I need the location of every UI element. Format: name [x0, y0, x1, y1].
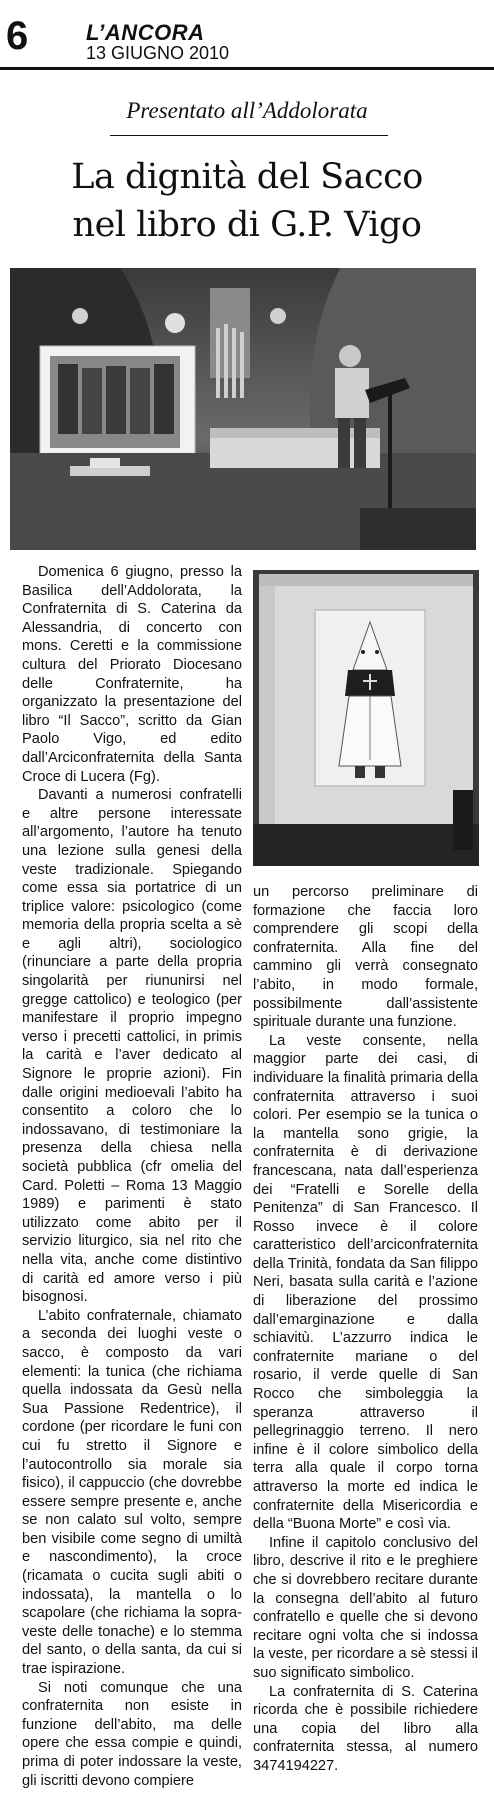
- kicker-underline: [110, 135, 388, 136]
- right-column: [253, 883, 478, 1776]
- article-kicker: Presentato all’Addolorata: [126, 98, 368, 123]
- habit-projection-photo: [253, 570, 479, 866]
- publication-title: L’ANCORA: [86, 20, 205, 45]
- page-header: [0, 0, 494, 70]
- paragraph: Si noti comunque che una confraternita non esiste in funzione dell’abito, ma delle opere che essa compie e quindi, prima di poter indossare la veste, gli iscritti devono compiere: [22, 1679, 242, 1789]
- paragraph: Davanti a numerosi confratelli e altre persone interessate all’argomento, l’autore ha tenuto una lezione sulla genesi della veste tradizionale. Spiegando come essa sia portatrice di un triplice valore: psicologico (come memoria della propria scelta a sè e agli altri), sociologico (rinunciare a parte della propria singolarità per riununirsi nel gregge cattolico) e teologico (per manifestare il proprio impegno verso i precetti cattolici, in primis la carità e l’aver dedicato al Signore le proprie azioni). Fin dalle origini medioevali l’abito ha consentito a coloro che lo indossavano, di testimoniare la presenza della chiesa nella società pubblica (cfr omelia del Card. Poletti – Roma 13 Maggio 1989) e parimenti è stato utilizzato come abito per il servizio liturgico, sia nel rito che nella vita, anche come distintivo di carità ed amore verso i più bisognosi.: [22, 787, 242, 1306]
- header-rule: [0, 67, 494, 70]
- paragraph: Domenica 6 giugno, presso la Basilica dell’Addolorata, la Confraternita di S. Caterina da Alessandria, di concerto con mons. Ceretti e la commissione cultura del Priorato Diocesano delle Confraternite, ha organizzato la presentazione del libro “Il Sacco”, scritto da Gian Paolo Vigo, ed edito dall’Arciconfraternita della Santa Croce di Lucera (Fg).: [22, 564, 242, 785]
- paragraph: La veste consente, nella maggior parte dei casi, di individuare la finalità primaria della confraternita attraverso i suoi colori. Per esempio se la tunica o la mantella sono grigie, la confraternita è di derivazione francescana, nata dall’esperienza dei “Fratelli e Sorelle della Penitenza” di San Francesco. Il Rosso invece è il colore caratteristico dell’arciconfraternita della Trinità, fondata da San filippo Neri, basata sulla carità e l’azione di liberazione del prossimo dall’emarginazione e dalla schiavitù. L’azzurro indica le confraternite mariane o del rosario, il verde quelle di San Rocco che simboleggia la speranza attraverso il pellegrinaggio terreno. Il nero infine è il colore simbolico della terra alla quale il corpo torna attraverso la morte ed indica le confraternite della Misericordia e della “Buona Morte” e così via.: [253, 1032, 478, 1533]
- left-column: [22, 563, 242, 1790]
- headline-line-1: La dignità del Sacco: [71, 157, 423, 197]
- paragraph: L’abito confraternale, chiamato a seconda dei luoghi veste o sacco, è composto da vari elementi: la tunica (che richiama quella indossata da Gesù nella Sua Passione Redentrice), il cordone (per ricordare le funi con cui fu stretto il Signore e l’autocontrollo sia morale sia fisico), il cappuccio (che dovrebbe essere sempre presente e, anche se non calato sul volto, sempre ben visibile come segno di umiltà e nascondimento), la croce (ricamata o cucita sugli abiti o indossata), la mantella o lo scapolare (che richiama la sopra-veste delle tonache) e lo stemma del santo, o della santa, da cui si trae ispirazione.: [22, 1307, 242, 1678]
- paragraph: Infine il capitolo conclusivo del libro, descrive il rito e le preghiere che si dovrebbero recitare durante la consegna dell’abito al futuro confratello e quelle che si devono recitare ogni volta che si indossa la veste, per ricordare a sè stessi il suo significato simbolico.: [253, 1534, 478, 1681]
- headline-line-2: nel libro di G.P. Vigo: [72, 205, 422, 245]
- issue-date: 13 GIUGNO 2010: [86, 43, 230, 63]
- article-headline: [0, 153, 494, 249]
- presentation-photo: [10, 268, 476, 550]
- paragraph: La confraternita di S. Caterina ricorda che è possibile richiedere una copia del libro alla confraternita stessa, al numero 3474194227.: [253, 1683, 478, 1774]
- page-number: 6: [6, 14, 29, 58]
- paragraph: un percorso preliminare di formazione che faccia loro comprendere gli scopi della confraternita. Alla fine del cammino gli verrà consegnato l’abito, in modo formale, possibilmente dall’assistente spirituale durante una funzione.: [253, 884, 478, 1031]
